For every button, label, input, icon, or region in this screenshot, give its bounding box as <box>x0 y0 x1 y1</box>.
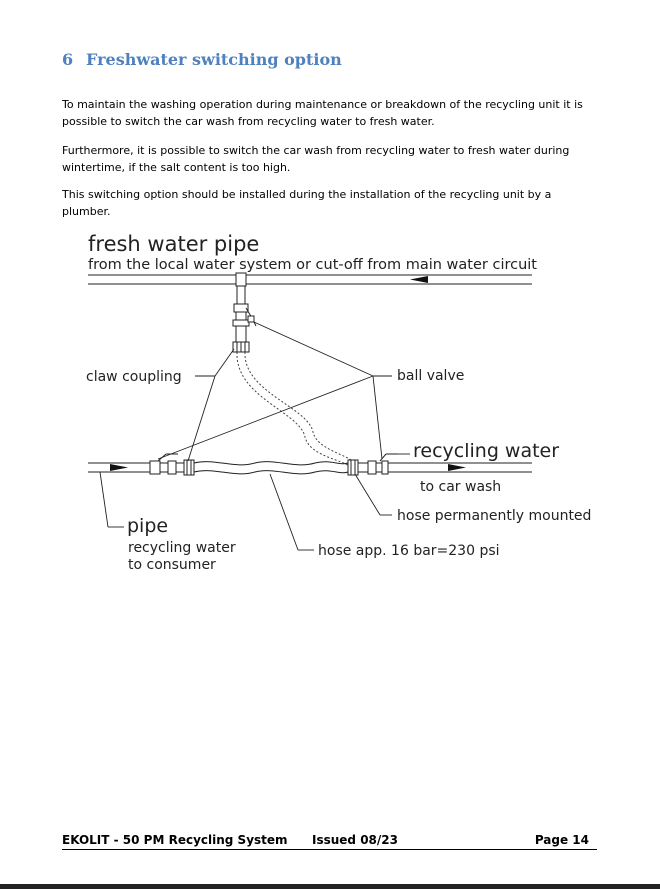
fresh-water-flow-arrow <box>410 276 428 283</box>
right-claw-coupling <box>348 460 358 475</box>
bottom-border-bar <box>0 884 660 889</box>
footer-issue-date: Issued 08/23 <box>312 833 398 847</box>
label-to-consumer: to consumer <box>128 557 216 573</box>
fresh-water-pipe-line <box>88 275 532 284</box>
upper-ball-valve <box>233 304 256 342</box>
outflow-arrow <box>448 464 466 471</box>
label-hose-rating: hose app. 16 bar=230 psi <box>318 543 500 559</box>
footer-product-name: EKOLIT - 50 PM Recycling System <box>62 833 288 847</box>
section-number: 6 <box>62 50 74 69</box>
paragraph-wintertime: Furthermore, it is possible to switch the car wash from recycling water to fresh water during wintertime, if the salt content is too high. <box>62 144 570 174</box>
upper-claw-coupling <box>233 342 249 352</box>
section-title: Freshwater switching option <box>86 50 342 69</box>
label-recycling-water-small: recycling water <box>128 540 236 556</box>
label-claw-coupling: claw coupling <box>86 369 182 385</box>
left-claw-coupling <box>184 460 194 475</box>
page-footer <box>62 831 597 850</box>
label-pipe: pipe <box>127 515 169 537</box>
label-to-car-wash: to car wash <box>420 479 502 495</box>
section-heading <box>62 50 342 69</box>
paragraph-installation: This switching option should be installed during the installation of the recycling unit by a plumber. <box>62 188 552 218</box>
label-hose-mounted: hose permanently mounted <box>397 508 592 524</box>
switching-diagram <box>0 222 660 582</box>
inflow-arrow <box>110 464 128 471</box>
right-ball-valve <box>358 454 398 474</box>
left-ball-valve <box>150 454 184 474</box>
tee-fitting <box>236 273 246 304</box>
label-ball-valve: ball valve <box>397 368 465 384</box>
paragraph-maintenance: To maintain the washing operation during maintenance or breakdown of the recycling unit it is possible to switch the car wash from recycling water to fresh water. <box>62 98 583 128</box>
label-recycling-water: recycling water <box>413 440 560 462</box>
label-fresh-water-source: from the local water system or cut-off from main water circuit <box>88 257 537 273</box>
footer-page-number: Page 14 <box>534 833 589 847</box>
label-fresh-water-pipe: fresh water pipe <box>88 232 260 256</box>
flexible-hose <box>237 352 358 467</box>
